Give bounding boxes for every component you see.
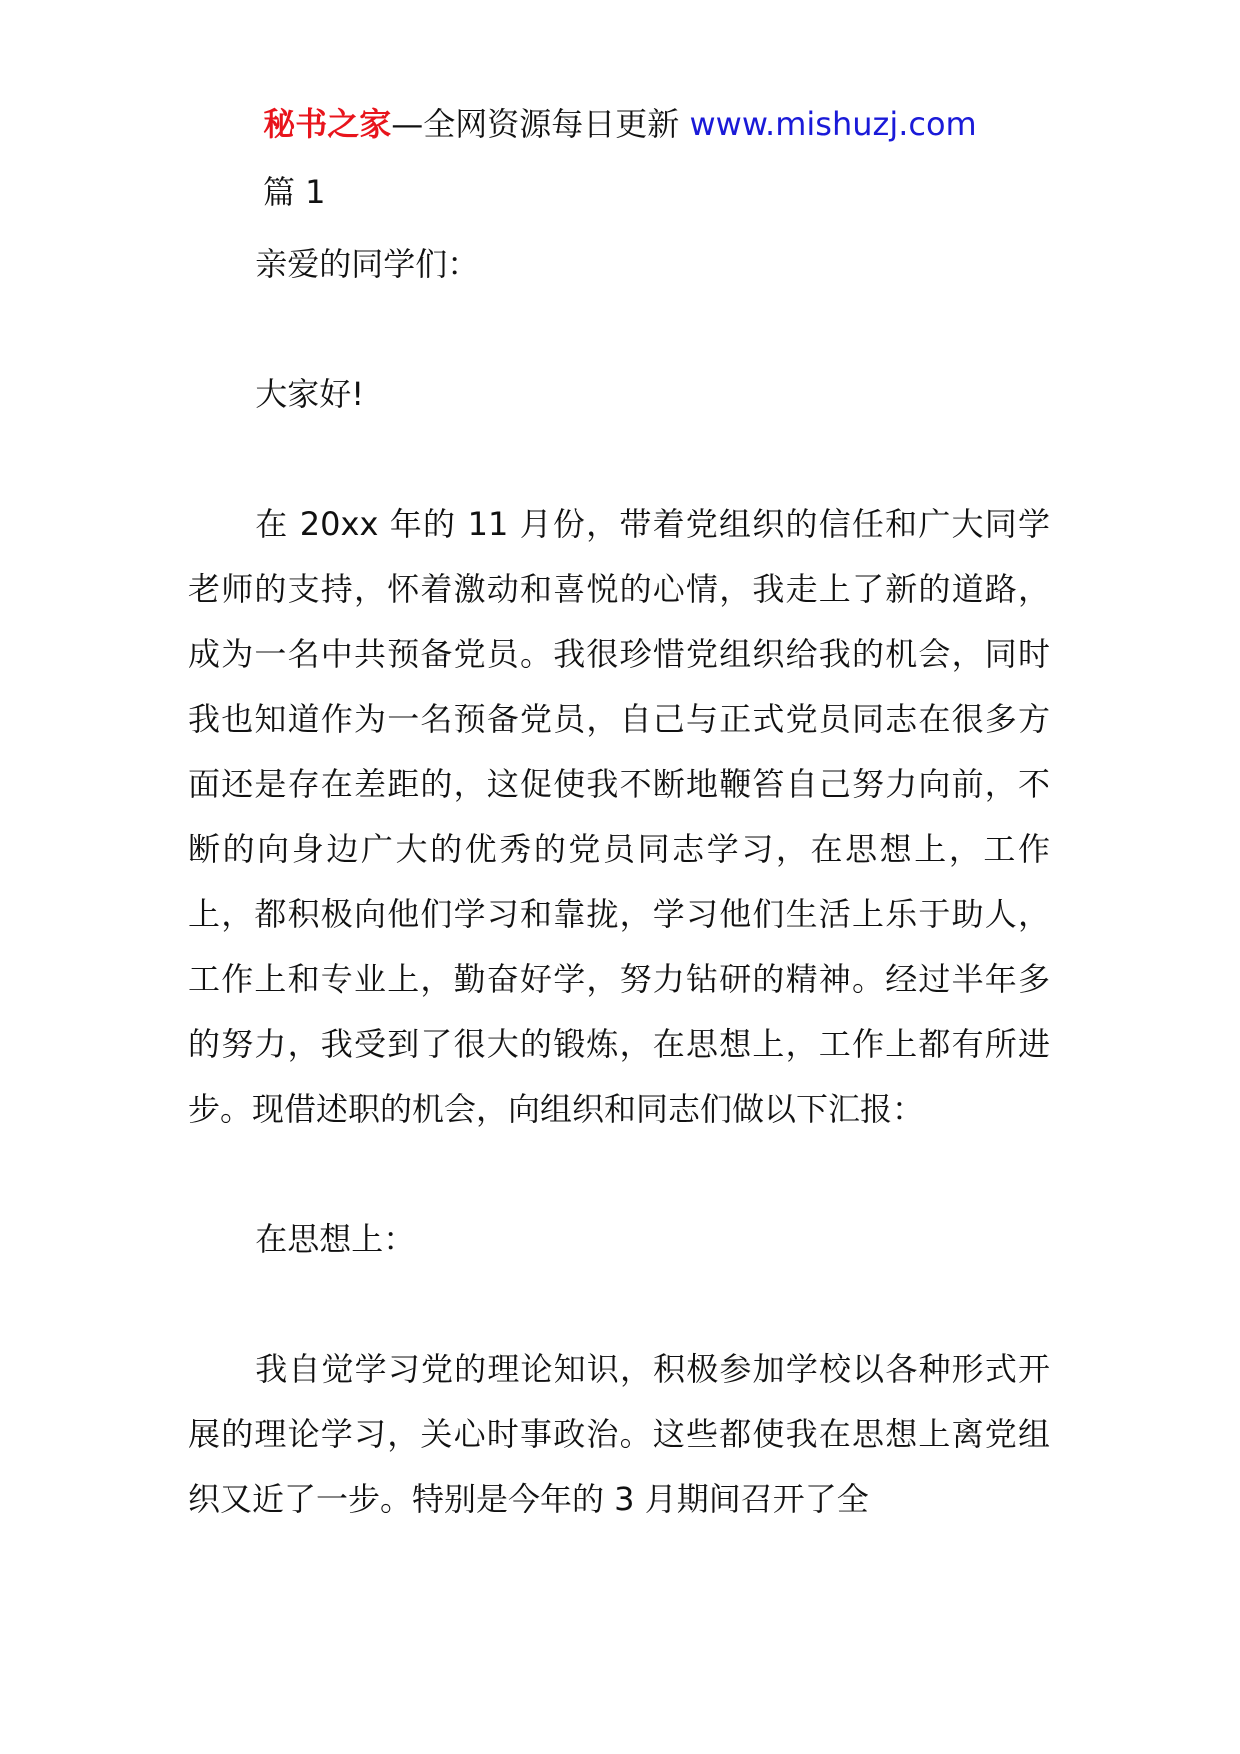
section-label: 篇 1 xyxy=(263,173,326,211)
greeting-hello: 大家好! xyxy=(255,375,365,413)
brand-name: 秘书之家 xyxy=(263,105,392,143)
greeting-salutation: 亲爱的同学们： xyxy=(255,245,480,283)
body-paragraph-intro: 在 20xx 年的 11 月份，带着党组织的信任和广大同学老师的支持，怀着激动和喜悦的心情，我走上了新的道路，成为一名中共预备党员。我很珍惜党组织给我的机会，同时我也知道作为一名预备党员，自己与正式党员同志在很多方面还是存在差距的，这促使我不断地鞭笞自己努力向前，不断的向身边广大的优秀的党员同志学习，在思想上，工作上，都积极向他们学习和靠拢，学习他们生活上乐于助人，工作上和专业上，勤奋好学，努力钻研的精神。经过半年多的努力，我受到了很大的锻炼，在思想上，工作上都有所进步。现借述职的机会，向组织和同志们做以下汇报： xyxy=(188,505,1050,1128)
site-header xyxy=(0,100,1240,148)
header-tagline: —全网资源每日更新 xyxy=(391,105,680,143)
body-paragraph-thought: 我自觉学习党的理论知识，积极参加学校以各种形式开展的理论学习，关心时事政治。这些都使我在思想上离党组织又近了一步。特别是今年的 3 月期间召开了全 xyxy=(188,1350,1050,1518)
subheading-thought: 在思想上： xyxy=(255,1220,416,1258)
document-body xyxy=(188,232,1050,1532)
site-url-link[interactable]: www.mishuzj.com xyxy=(689,105,977,143)
